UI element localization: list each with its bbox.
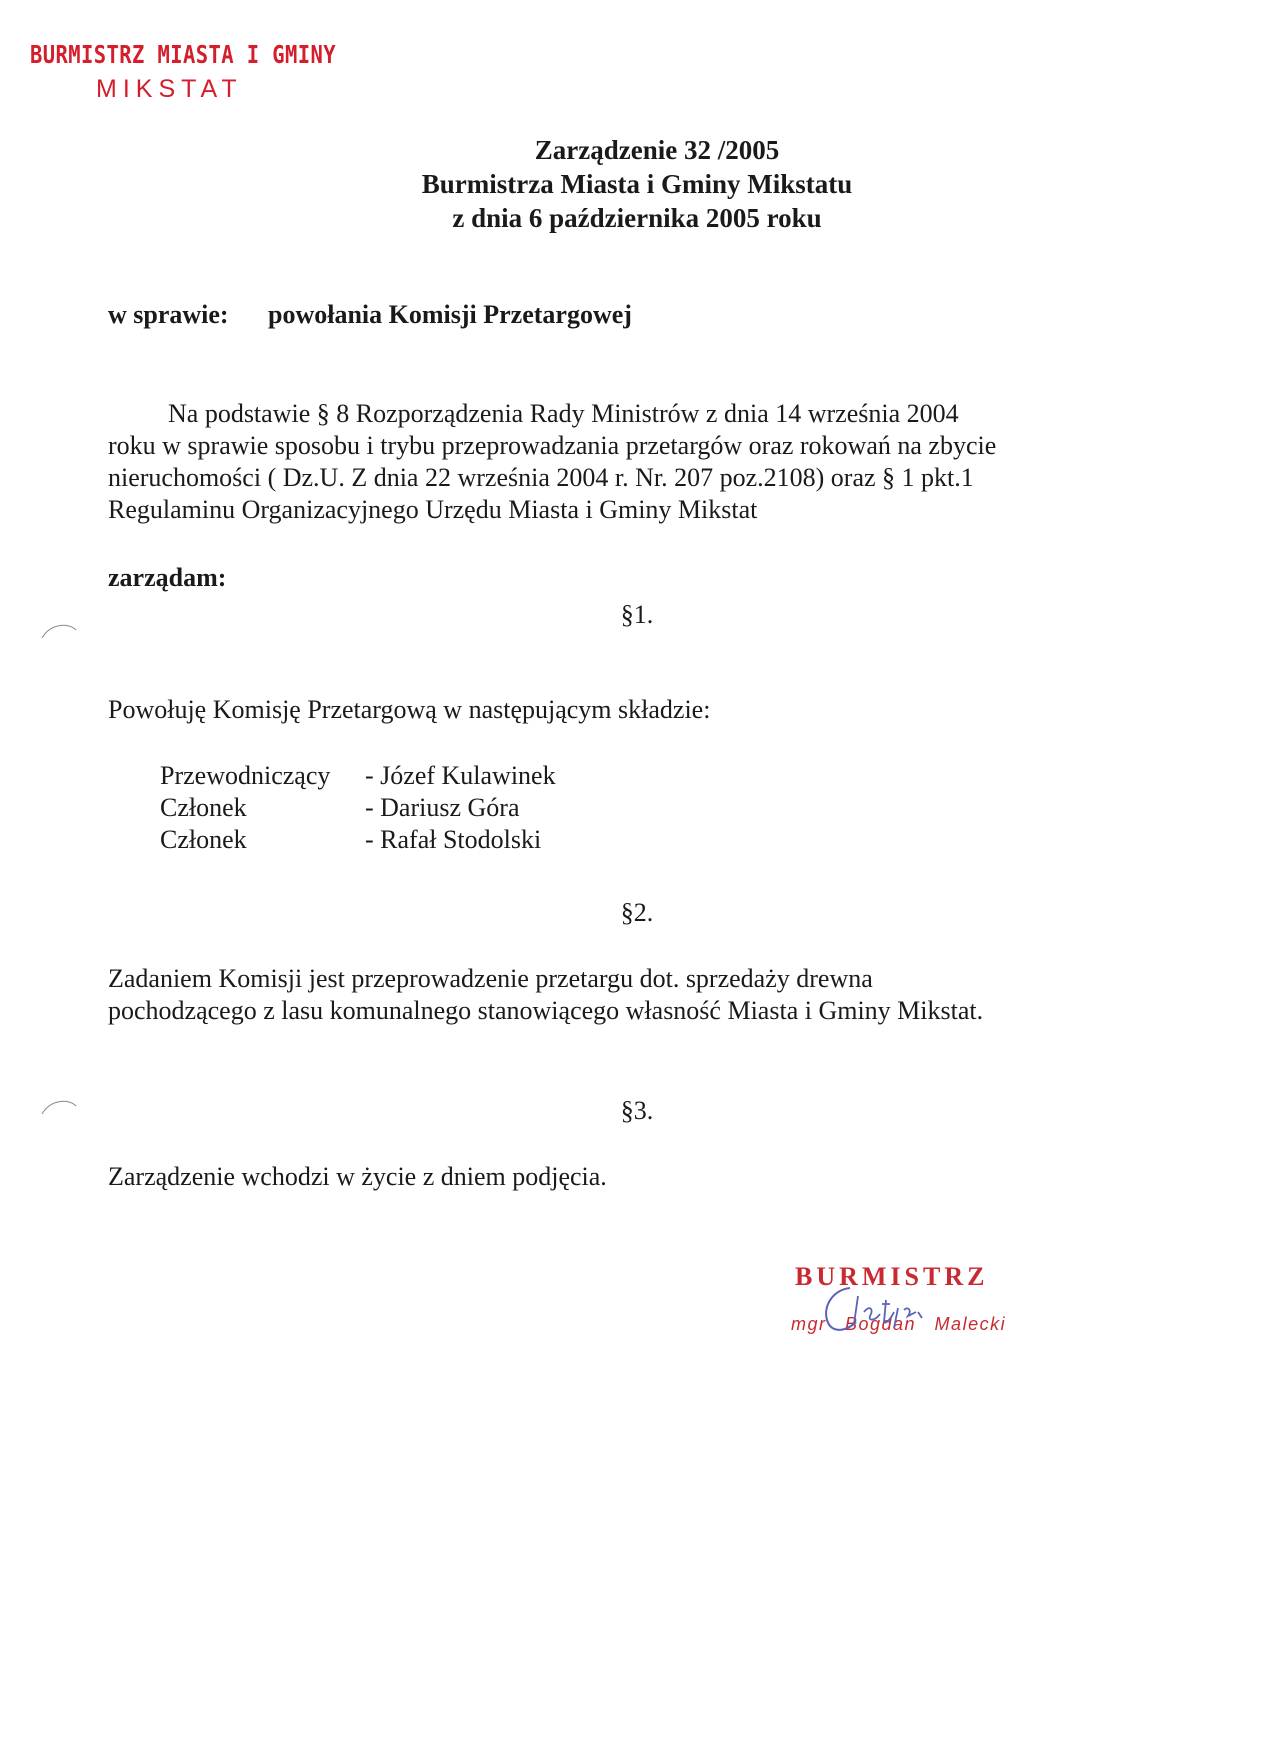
section-2-text [108,963,1168,1027]
preamble-line: Na podstawie § 8 Rozporządzenia Rady Ministrów z dnia 14 września 2004 [168,399,959,428]
issue-date: z dnia 6 października 2005 roku [452,203,822,233]
section-text-line: Zadaniem Komisji jest przeprowadzenie przetargu dot. sprzedaży drewna [108,964,873,993]
section-1-text [108,694,1168,726]
issuer: Burmistrza Miasta i Gminy Mikstatu [421,169,853,199]
section-text-line: Zarządzenie wchodzi w życie z dniem podjęcia. [108,1162,607,1191]
member-name: - Rafał Stodolski [365,825,542,854]
member-row [160,760,556,792]
stamp-office-title: BURMISTRZ MIASTA I GMINY [30,40,337,69]
ordinance-number: Zarządzenie 32 /2005 [534,135,780,165]
office-stamp [30,40,403,104]
stamp-town-name: MIKSTAT [96,75,243,103]
committee-members [160,760,556,856]
subject-line [108,300,632,330]
section-1-mark: §1. [620,600,654,629]
member-row [160,824,556,856]
signature-stamp-title: BURMISTRZ [795,1262,989,1291]
member-row [160,792,556,824]
section-text-line: Powołuję Komisję Przetargową w następującym składzie: [108,695,711,724]
handwritten-signature [820,1282,950,1342]
section-3-text [108,1161,1168,1193]
member-role: Przewodniczący [160,761,331,790]
preamble-line: Regulaminu Organizacyjnego Urzędu Miasta i Gminy Mikstat [108,495,758,524]
member-role: Członek [160,825,247,854]
signatory-name: mgr Bogdan Malecki [791,1314,1007,1334]
subject-text: powołania Komisji Przetargowej [268,300,632,329]
punch-hole-mark [40,1096,80,1116]
preamble-line: roku w sprawie sposobu i trybu przeprowadzania przetargów oraz rokowań na zbycie [108,431,997,460]
member-role: Członek [160,793,247,822]
legal-basis-paragraph [108,398,1128,526]
member-name: - Józef Kulawinek [365,761,556,790]
document-heading [0,133,1274,235]
subject-label: w sprawie: [108,300,229,329]
member-name: - Dariusz Góra [365,793,520,822]
section-3-mark: §3. [620,1096,654,1125]
preamble-line: nieruchomości ( Dz.U. Z dnia 22 września 2004 r. Nr. 207 poz.2108) oraz § 1 pkt.1 [108,463,974,492]
decree-word: zarządam: [108,563,227,592]
section-text-line: pochodzącego z lasu komunalnego stanowiącego własność Miasta i Gminy Mikstat. [108,996,984,1025]
punch-hole-mark [40,620,80,640]
section-2-mark: §2. [620,898,654,927]
